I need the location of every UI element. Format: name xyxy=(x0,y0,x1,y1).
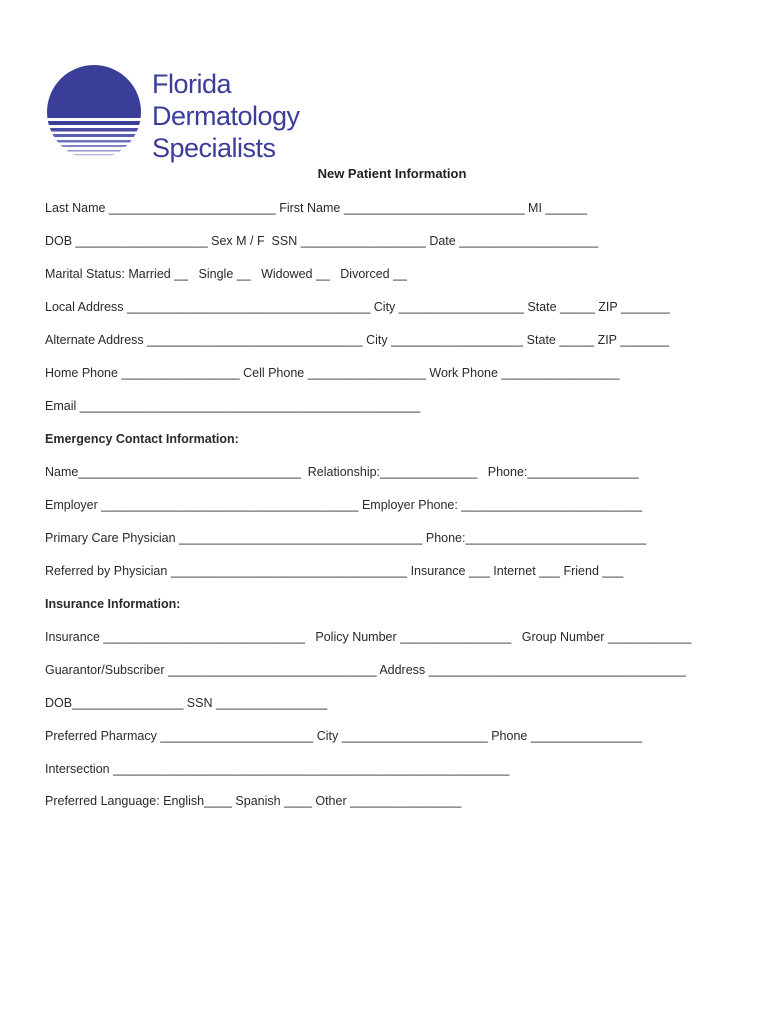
phone-line[interactable]: Home Phone _________________ Cell Phone _________________ Work Phone _________________ xyxy=(45,366,620,380)
logo-line-2: Dermatology xyxy=(152,101,300,131)
alternate-address-line[interactable]: Alternate Address _______________________________ City ___________________ State _____ ZIP _______ xyxy=(45,333,669,347)
primary-care-line[interactable]: Primary Care Physician ___________________________________ Phone:__________________________ xyxy=(45,531,647,545)
emergency-contact-line[interactable]: Name________________________________ Relationship:______________ Phone:________________ xyxy=(45,465,639,479)
referral-line[interactable]: Referred by Physician __________________________________ Insurance ___ Internet ___ Friend ___ xyxy=(45,564,624,578)
guarantor-dob-ssn-line[interactable]: DOB________________ SSN ________________ xyxy=(45,696,328,710)
email-line[interactable]: Email _________________________________________________ xyxy=(45,399,421,413)
marital-status-line[interactable]: Marital Status: Married __ Single __ Widowed __ Divorced __ xyxy=(45,267,407,281)
insurance-line[interactable]: Insurance _____________________________ Policy Number ________________ Group Number ____________ xyxy=(45,630,692,644)
logo-line-1: Florida xyxy=(152,69,232,99)
preferred-language-line[interactable]: Preferred Language: English____ Spanish ____ Other ________________ xyxy=(45,794,462,808)
name-line[interactable]: Last Name ________________________ First Name __________________________ MI ______ xyxy=(45,201,588,215)
guarantor-line[interactable]: Guarantor/Subscriber ______________________________ Address _____________________________________ xyxy=(45,663,686,677)
logo-wordmark xyxy=(152,68,300,164)
logo-line-3: Specialists xyxy=(152,133,276,163)
intersection-line[interactable]: Intersection _________________________________________________________ xyxy=(45,762,510,776)
insurance-heading: Insurance Information: xyxy=(45,597,181,611)
pharmacy-line[interactable]: Preferred Pharmacy ______________________ City _____________________ Phone ________________ xyxy=(45,729,643,743)
practice-logo xyxy=(46,64,326,164)
employer-line[interactable]: Employer _____________________________________ Employer Phone: __________________________ xyxy=(45,498,643,512)
emergency-contact-heading: Emergency Contact Information: xyxy=(45,432,239,446)
dob-sex-ssn-line[interactable]: DOB ___________________ Sex M / F SSN __________________ Date ____________________ xyxy=(45,234,599,248)
sun-logo-icon xyxy=(46,64,142,160)
form-title: New Patient Information xyxy=(317,166,467,181)
local-address-line[interactable]: Local Address ___________________________________ City __________________ State _____ ZIP _______ xyxy=(45,300,670,314)
